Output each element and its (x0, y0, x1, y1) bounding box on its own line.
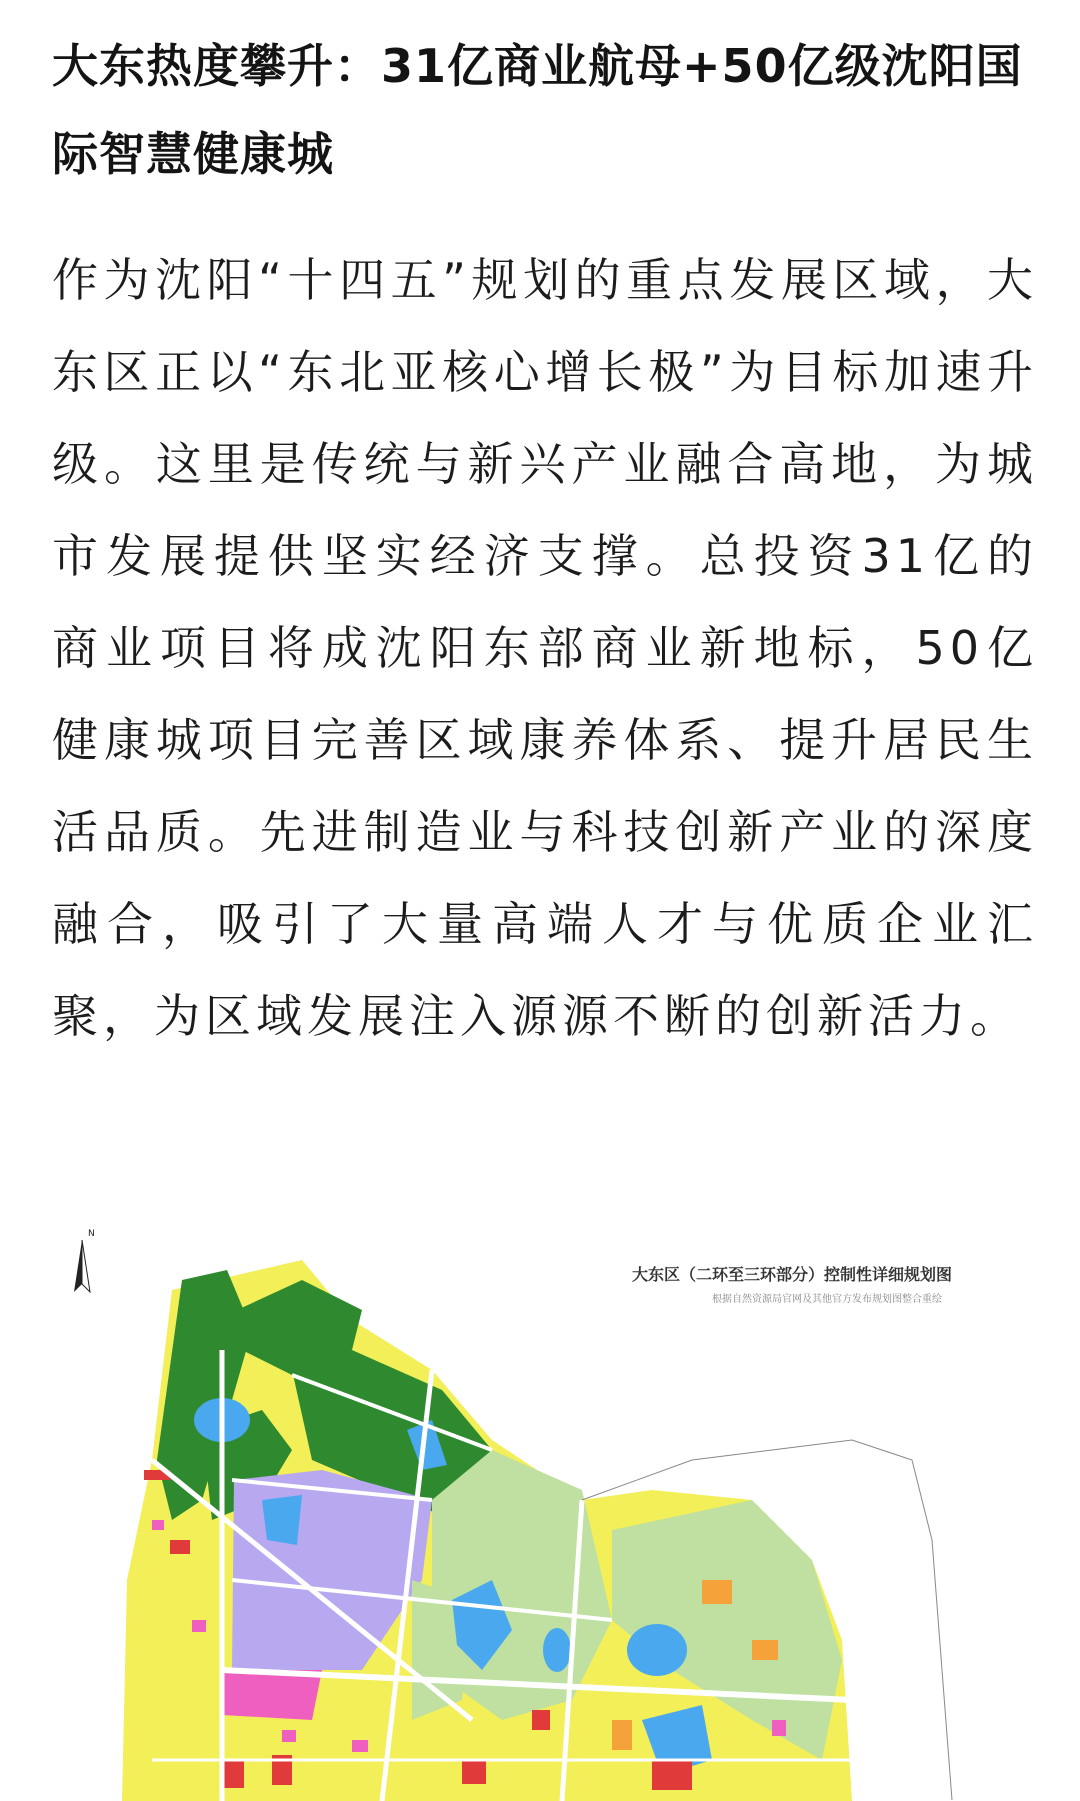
north-arrow-icon (74, 1229, 95, 1292)
map-land-use (122, 1260, 952, 1801)
article-paragraph: 作为沈阳“十四五”规划的重点发展区域，大东区正以“东北亚核心增长极”为目标加速升级。这里是传统与新兴产业融合高地，为城市发展提供坚实经济支撑。总投资31亿的商业项目将成沈阳东部商业新地标，50亿健康城项目完善区域康养体系、提升居民生活品质。先进制造业与科技创新产业的深度融合，吸引了大量高端人才与优质企业汇聚，为区域发展注入源源不断的创新活力。 (52, 253, 1038, 1043)
map-subtitle: 根据自然资源局官网及其他官方发布规划图整合重绘 (712, 1294, 942, 1305)
map-title: 大东区（二环至三环部分）控制性详细规划图 (632, 1265, 953, 1284)
svg-text:N: N (88, 1229, 95, 1239)
planning-map-figure (52, 1200, 1032, 1801)
article-headline: 大东热度攀升：31亿商业航母+50亿级沈阳国际智慧健康城 (52, 39, 1023, 181)
article (52, 22, 1038, 1062)
